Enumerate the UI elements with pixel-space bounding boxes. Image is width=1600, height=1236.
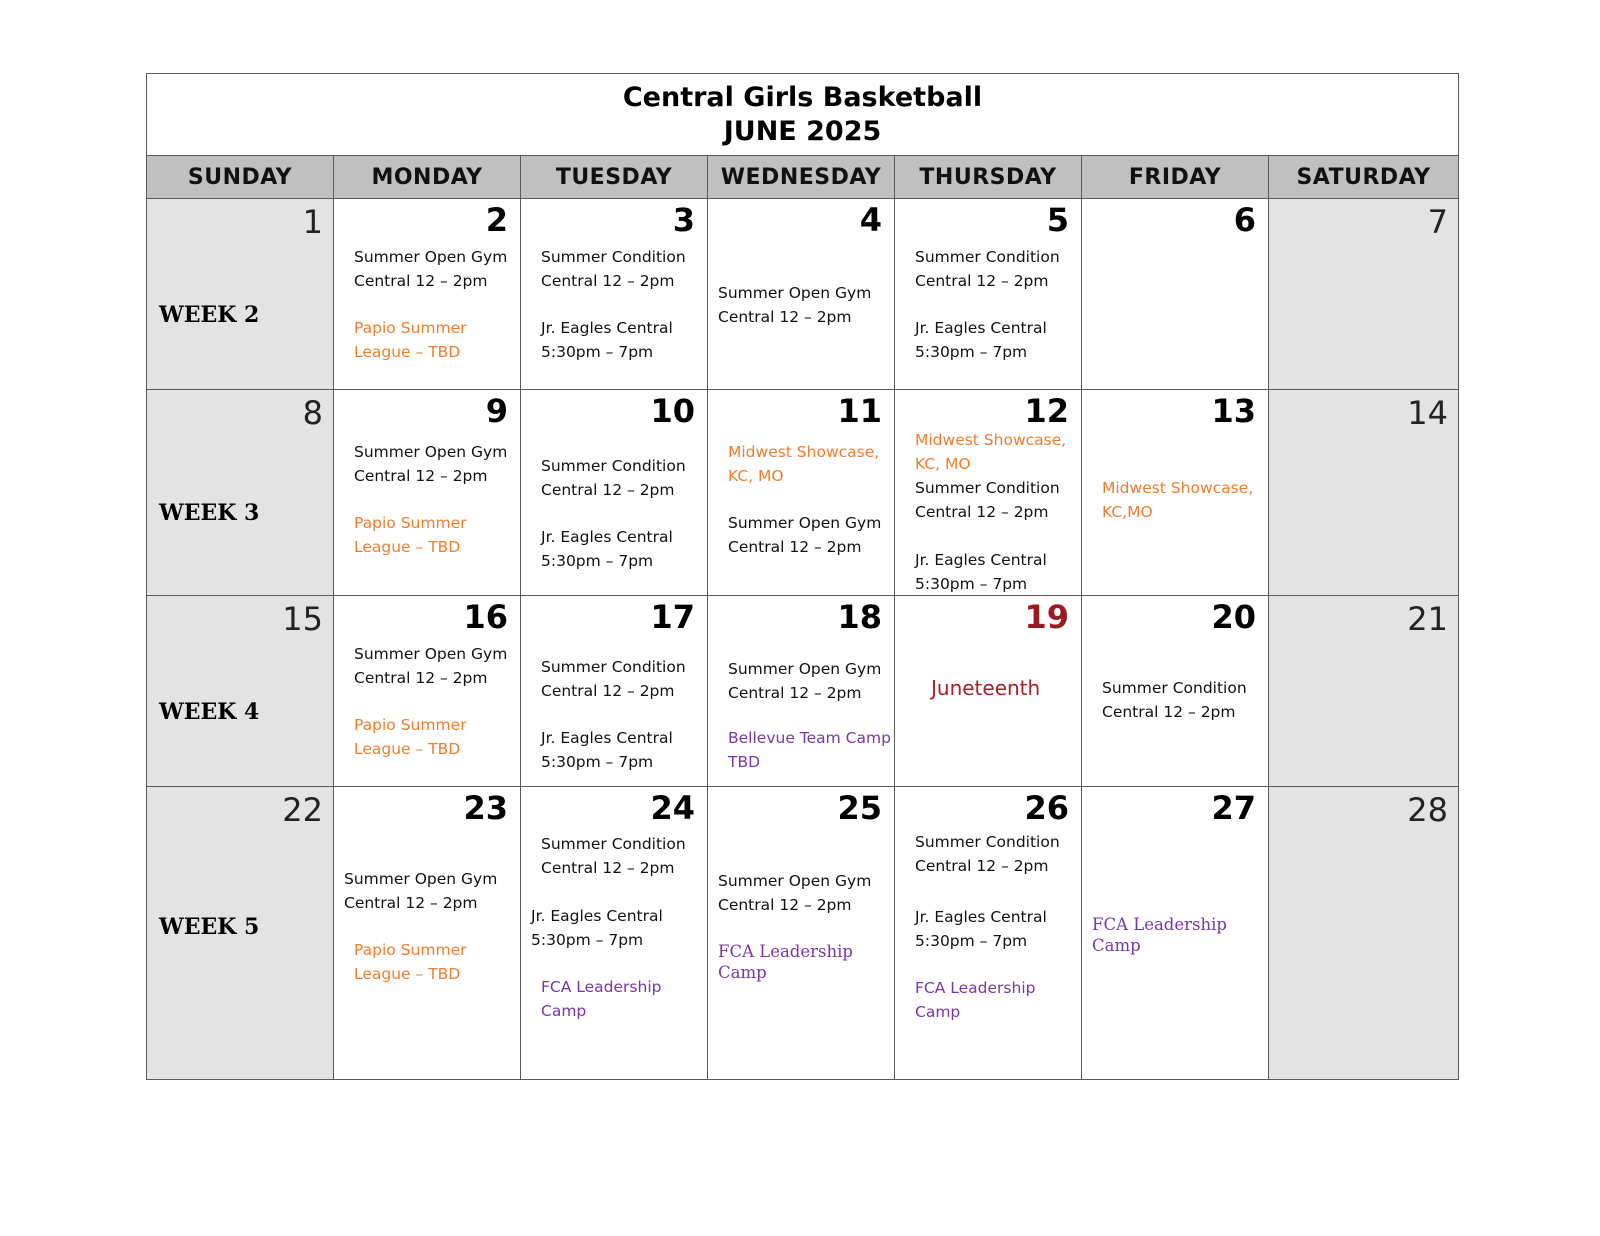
calendar-event [354,713,466,761]
week-row [147,390,1459,596]
calendar-event [728,726,891,774]
day-number: 15 [282,600,323,638]
day-number: 12 [1024,392,1069,430]
event-line: Central 12 – 2pm [541,272,675,290]
calendar-event [541,726,673,774]
event-line: Midwest Showcase, [915,431,1067,449]
day-number: 16 [463,598,508,636]
event-line: Central 12 – 2pm [718,308,852,326]
day-cell-friday [1082,390,1269,596]
calendar-event [718,281,871,329]
event-line: FCA Leadership [718,942,853,961]
day-cell-monday [334,390,521,596]
day-number: 23 [463,789,508,827]
day-cell-thursday [895,390,1082,596]
calendar-event [728,511,881,559]
event-line: Summer Open Gym [354,248,508,266]
event-line: Summer Condition [541,658,686,676]
calendar-event [915,428,1066,476]
calendar-event [354,642,507,690]
event-line: Summer Open Gym [728,514,882,532]
event-line: Papio Summer [354,941,467,959]
calendar-event [915,245,1060,293]
event-line: Summer Open Gym [354,645,508,663]
calendar-event [728,440,879,488]
calendar-event [354,511,466,559]
day-cell-sunday [147,787,334,1080]
calendar-event [931,676,1040,700]
event-line: Papio Summer [354,716,467,734]
event-line: Summer Open Gym [354,443,508,461]
calendar-event [541,975,661,1023]
event-line: Juneteenth [931,676,1041,700]
day-number: 13 [1211,392,1256,430]
event-line: Summer Condition [915,479,1060,497]
event-line: League – TBD [354,538,461,556]
day-cell-tuesday [521,787,708,1080]
week-row [147,199,1459,390]
day-number: 4 [859,201,882,239]
day-cell-wednesday [708,596,895,787]
day-cell-saturday [1269,596,1459,787]
calendar-event [915,976,1035,1024]
event-line: Summer Condition [541,835,686,853]
calendar-event [915,316,1047,364]
weekday-header-monday: MONDAY [334,156,521,199]
calendar-event [354,316,466,364]
event-line: Central 12 – 2pm [728,684,862,702]
calendar-event [541,454,686,502]
day-number: 8 [302,394,323,432]
event-line: Midwest Showcase, [728,443,880,461]
day-number: 28 [1407,791,1448,829]
event-line: Camp [915,1003,961,1021]
calendar-title: Central Girls Basketball [622,81,983,113]
day-cell-saturday [1269,390,1459,596]
day-cell-tuesday [521,596,708,787]
event-line: Central 12 – 2pm [728,538,862,556]
event-line: Papio Summer [354,514,467,532]
event-line: 5:30pm – 7pm [915,575,1028,593]
day-number: 25 [837,789,882,827]
day-cell-friday [1082,596,1269,787]
calendar-event [728,657,881,705]
day-cell-friday [1082,787,1269,1080]
event-line: Central 12 – 2pm [915,503,1049,521]
calendar-event [915,476,1060,524]
event-line: Central 12 – 2pm [915,272,1049,290]
weekday-header-row [147,156,1459,199]
day-number: 19 [1024,598,1069,636]
calendar-event [915,905,1047,953]
event-line: FCA Leadership [541,978,662,996]
calendar-event [541,655,686,703]
event-line: Jr. Eagles Central [541,528,673,546]
week-label: WEEK 3 [159,500,260,526]
day-cell-tuesday [521,199,708,390]
day-number: 21 [1407,600,1448,638]
event-line: Summer Condition [1102,679,1247,697]
day-cell-thursday [895,787,1082,1080]
weekday-header-thursday: THURSDAY [895,156,1082,199]
event-line: KC, MO [728,467,784,485]
weekday-header-saturday: SATURDAY [1269,156,1459,199]
calendar-event [344,867,497,915]
event-line: Central 12 – 2pm [344,894,478,912]
week-row [147,596,1459,787]
event-line: Summer Open Gym [728,660,882,678]
event-line: Central 12 – 2pm [354,272,488,290]
day-cell-monday [334,596,521,787]
event-line: TBD [728,753,761,771]
event-line: 5:30pm – 7pm [541,343,654,361]
event-line: Papio Summer [354,319,467,337]
calendar-event [541,525,673,573]
calendar-table [146,73,1459,1080]
week-label: WEEK 4 [159,699,260,725]
event-line: 5:30pm – 7pm [915,343,1028,361]
day-number: 7 [1427,203,1448,241]
day-cell-wednesday [708,199,895,390]
event-line: Jr. Eagles Central [531,907,663,925]
event-line: Central 12 – 2pm [915,857,1049,875]
day-number: 1 [302,203,323,241]
event-line: Summer Open Gym [718,872,872,890]
day-cell-monday [334,787,521,1080]
calendar-event [354,938,466,986]
event-line: Summer Condition [915,833,1060,851]
day-cell-thursday [895,596,1082,787]
calendar-event [541,316,673,364]
day-number: 10 [650,392,695,430]
week-label: WEEK 5 [159,914,260,940]
day-number: 24 [650,789,695,827]
event-line: Summer Open Gym [344,870,498,888]
event-line: Summer Open Gym [718,284,872,302]
day-number: 3 [672,201,695,239]
event-line: Central 12 – 2pm [541,859,675,877]
day-number: 18 [837,598,882,636]
day-number: 5 [1046,201,1069,239]
calendar-weeks [147,199,1459,1080]
day-cell-saturday [1269,199,1459,390]
day-number: 27 [1211,789,1256,827]
calendar-event [541,245,686,293]
event-line: League – TBD [354,740,461,758]
day-cell-wednesday [708,787,895,1080]
day-cell-wednesday [708,390,895,596]
day-number: 20 [1211,598,1256,636]
day-number: 17 [650,598,695,636]
weekday-header-wednesday: WEDNESDAY [708,156,895,199]
weekday-header-sunday: SUNDAY [147,156,334,199]
event-line: Central 12 – 2pm [541,481,675,499]
calendar-event [915,830,1060,878]
day-number: 22 [282,791,323,829]
weekday-header-friday: FRIDAY [1082,156,1269,199]
day-cell-friday [1082,199,1269,390]
day-cell-monday [334,199,521,390]
calendar-event [354,440,507,488]
event-line: 5:30pm – 7pm [531,931,644,949]
event-line: Summer Condition [541,457,686,475]
event-line: FCA Leadership [1092,915,1227,934]
calendar-event [1102,476,1253,524]
event-line: Central 12 – 2pm [354,467,488,485]
calendar-event [718,941,853,983]
event-line: Camp [1092,936,1141,955]
day-number: 14 [1407,394,1448,432]
week-row [147,787,1459,1080]
calendar-event [354,245,507,293]
event-line: 5:30pm – 7pm [915,932,1028,950]
calendar-month: JUNE 2025 [723,115,882,147]
event-line: Jr. Eagles Central [915,551,1047,569]
day-cell-thursday [895,199,1082,390]
event-line: Bellevue Team Camp [728,729,891,747]
event-line: 5:30pm – 7pm [541,552,654,570]
event-line: Jr. Eagles Central [915,319,1047,337]
day-number: 11 [837,392,882,430]
calendar-event [1102,676,1247,724]
event-line: Camp [541,1002,587,1020]
event-line: Jr. Eagles Central [915,908,1047,926]
event-line: Jr. Eagles Central [541,319,673,337]
event-line: Summer Condition [915,248,1060,266]
calendar-event [531,904,663,952]
day-cell-sunday [147,596,334,787]
day-cell-saturday [1269,787,1459,1080]
event-line: Central 12 – 2pm [354,669,488,687]
event-line: Camp [718,963,767,982]
day-number: 2 [485,201,508,239]
week-label: WEEK 2 [159,302,260,328]
event-line: League – TBD [354,343,461,361]
calendar-event [915,548,1047,596]
event-line: Jr. Eagles Central [541,729,673,747]
event-line: Summer Condition [541,248,686,266]
event-line: KC, MO [915,455,971,473]
calendar-event [718,869,871,917]
calendar-event [1092,914,1227,956]
event-line: Midwest Showcase, [1102,479,1254,497]
day-number: 6 [1233,201,1256,239]
calendar-title-row [147,74,1459,156]
day-cell-sunday [147,390,334,596]
event-line: Central 12 – 2pm [1102,703,1236,721]
calendar-title-cell [147,74,1459,156]
calendar-event [541,832,686,880]
event-line: 5:30pm – 7pm [541,753,654,771]
event-line: FCA Leadership [915,979,1036,997]
event-line: KC,MO [1102,503,1153,521]
weekday-header-tuesday: TUESDAY [521,156,708,199]
day-number: 9 [485,392,508,430]
event-line: Central 12 – 2pm [541,682,675,700]
day-cell-tuesday [521,390,708,596]
event-line: Central 12 – 2pm [718,896,852,914]
event-line: League – TBD [354,965,461,983]
day-cell-sunday [147,199,334,390]
day-number: 26 [1024,789,1069,827]
